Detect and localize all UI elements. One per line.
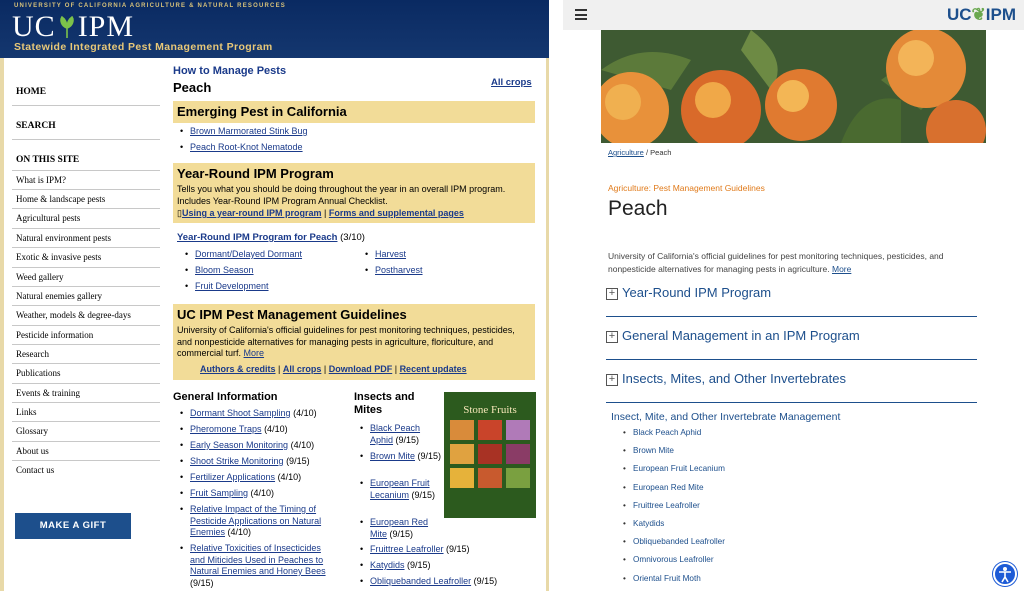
peach-hero-image xyxy=(601,30,986,143)
fruit-grid-image xyxy=(444,416,536,516)
emerging-pest-box xyxy=(173,101,535,123)
list-item[interactable]: • Obliquebanded Leafroller xyxy=(623,537,725,555)
old-sidebar xyxy=(4,58,161,591)
year-round-col2 xyxy=(365,249,423,281)
all-crops-link-2[interactable]: All crops xyxy=(282,363,322,374)
sidebar-item-glossary[interactable]: Glossary xyxy=(12,421,160,440)
list-item[interactable]: • Black Peach Aphid (9/15) xyxy=(360,423,442,451)
emerging-pest-list xyxy=(180,126,308,158)
old-site-header xyxy=(0,0,549,58)
download-pdf-link[interactable]: Download PDF xyxy=(328,363,393,374)
list-item[interactable]: • European Red Mite (9/15) xyxy=(360,517,442,544)
insects-mites-heading: Insects and Mites xyxy=(354,391,415,416)
all-crops-link[interactable]: All crops xyxy=(491,77,532,88)
more-link[interactable]: More xyxy=(831,264,852,274)
guidelines-box: UC IPM Pest Management Guidelines University of California's official guidelines for pest monitoring techniques, pesticides, and nonpesticide alternatives for managing pests in agriculture, floriculture, and commercial turf. More Authors & credits | All crops | Download PDF | Recent updates xyxy=(173,304,535,380)
new-site-panel xyxy=(563,0,1024,591)
year-round-title: Year-Round IPM Program xyxy=(177,166,334,181)
category-label: Agriculture: Pest Management Guidelines xyxy=(608,183,765,193)
nav-search[interactable]: SEARCH xyxy=(16,121,56,131)
general-info-list xyxy=(180,408,335,591)
sidebar-item-contact[interactable]: Contact us xyxy=(12,460,160,479)
forms-link[interactable]: Forms and supplemental pages xyxy=(328,208,464,218)
accessibility-icon[interactable] xyxy=(993,562,1017,586)
list-item[interactable]: • Relative Impact of the Timing of Pesticide Applications on Natural Enemies (4/10) xyxy=(180,504,335,543)
guidelines-title: UC IPM Pest Management Guidelines xyxy=(177,307,407,322)
page-title: Peach xyxy=(173,80,212,95)
list-item[interactable]: • Bloom Season xyxy=(185,265,302,281)
year-round-text: Tells you what you should be doing throughout the year in an overall IPM program. Includes Year-Round IPM Program Annual Checklist. xyxy=(177,184,506,206)
description-new: University of California's official guidelines for pest monitoring techniques, pesticides, and nonpesticide alternatives for managing pests in agriculture. More xyxy=(608,251,944,274)
list-item[interactable]: • Brown Marmorated Stink Bug xyxy=(180,126,308,142)
list-item[interactable]: • Black Peach Aphid xyxy=(623,428,725,446)
breadcrumb-new: Agriculture / Peach xyxy=(608,148,672,157)
list-item[interactable]: • Fruittree Leafroller xyxy=(623,501,725,519)
list-item[interactable]: • Relative Toxicities of Insecticides and Miticides Used in Peaches to Natural Enemies and Honey Bees (9/15) xyxy=(180,543,335,591)
list-item[interactable]: • Peach Root-Knot Nematode xyxy=(180,142,308,158)
list-item[interactable]: • European Fruit Lecanium (9/15) xyxy=(360,478,442,517)
sidebar-item-exotic-invasive[interactable]: Exotic & invasive pests xyxy=(12,247,160,266)
nav-home[interactable]: HOME xyxy=(16,87,47,97)
sidebar-item-about[interactable]: About us xyxy=(12,441,160,460)
program-subtitle: Statewide Integrated Pest Management Program xyxy=(14,41,273,53)
pest-list xyxy=(623,428,725,591)
sidebar-item-home-landscape[interactable]: Home & landscape pests xyxy=(12,189,160,208)
sidebar-item-links[interactable]: Links xyxy=(12,402,160,421)
list-item[interactable]: • Brown Mite xyxy=(623,446,725,464)
breadcrumb-agriculture-link[interactable]: Agriculture xyxy=(608,148,644,157)
insects-mites-list xyxy=(360,423,498,591)
sidebar-item-pesticide-info[interactable]: Pesticide information xyxy=(12,325,160,344)
sidebar-item-publications[interactable]: Publications xyxy=(12,363,160,382)
sidebar-item-natural-enemies[interactable]: Natural enemies gallery xyxy=(12,286,160,305)
new-site-topbar xyxy=(563,0,1024,30)
insect-management-heading: Insect, Mite, and Other Invertebrate Management xyxy=(611,411,841,423)
list-item[interactable]: • Fruittree Leafroller (9/15) xyxy=(360,544,442,560)
nav-on-this-site: ON THIS SITE xyxy=(16,155,80,165)
list-item[interactable]: • Dormant/Delayed Dormant xyxy=(185,249,302,265)
page-title-new: Peach xyxy=(608,197,668,220)
list-item[interactable]: • Brown Mite (9/15) xyxy=(360,451,442,478)
list-item[interactable]: • Harvest xyxy=(365,249,423,265)
list-item[interactable]: • Early Season Monitoring (4/10) xyxy=(180,440,335,456)
sidebar-item-agricultural[interactable]: Agricultural pests xyxy=(12,208,160,227)
list-item[interactable]: • Fruit Development xyxy=(185,281,302,297)
sidebar-item-what-is-ipm[interactable]: What is IPM? xyxy=(12,170,160,189)
list-item[interactable]: • Postharvest xyxy=(365,265,423,281)
accordion-year-round[interactable]: + Year-Round IPM Program xyxy=(606,285,977,317)
guidelines-more-link[interactable]: More xyxy=(243,348,265,358)
sidebar-item-research[interactable]: Research xyxy=(12,344,160,363)
accordion-general-management[interactable]: + General Management in an IPM Program xyxy=(606,328,977,360)
sidebar-item-natural-environment[interactable]: Natural environment pests xyxy=(12,228,160,247)
list-item[interactable]: • Omnivorous Leafroller xyxy=(623,555,725,573)
old-main-content: How to Manage Pests All crops Peach Emerging Pest in California • Brown Marmorated Stink Bug • Peach Root-Knot Nematode Year-Round IPM Program Tells you what you should be doing throughout the year in an overall IPM program. Includes Year-Round IPM Program Annual Checklist. ▯Using a year-round IPM program | Forms and supplemental pages Year-Round IPM Program for Peach (3/10) • Dormant/Delayed Dormant • Bloom Season • Fruit Development • Harvest • Postharvest UC IPM Pest Management Guidelines University of California's official guidelines for pest monitoring techniques, pesticides, and nonpesticide alternatives for managing pests in agriculture, floriculture, and commercial turf. More Authors & credits | All crops | Download PDF | Recent updates General Information • Dormant Shoot Sampling (4/10) • Pheromone Traps (4/10) • Early Season Monitoring (4/10) • Shoot Strike Monitoring (9/15) • Fertilizer Applications (4/10) • Fruit Sampling (4/10) • Relative Impact of the Timing of Pesticide Applications on Natural Enemies (4/10) • Relative Toxicities of Insecticides and Miticides Used in Peaches to Natural Enemies and Honey Bees (9/15) Insects and Mites • Black Peach Aphid (9/15) • Brown Mite (9/15) • European Fruit Lecanium (9/15) • European Red Mite (9/15) • Fruittree Leafroller (9/15) • Katydids (9/15) • Obliquebanded Leafroller (9/15) Stone Fruits xyxy=(161,58,546,591)
plus-icon: + xyxy=(606,374,618,386)
sidebar-item-weather-models[interactable]: Weather, models & degree-days xyxy=(12,305,160,324)
uc-ipm-logo-new[interactable]: UC❦IPM xyxy=(946,5,1016,24)
list-item[interactable]: • Fertilizer Applications (4/10) xyxy=(180,472,335,488)
hamburger-menu-icon[interactable] xyxy=(575,9,587,23)
plus-icon: + xyxy=(606,288,618,300)
leaf-icon: ❦ xyxy=(971,5,986,24)
accordion-insects-mites[interactable]: + Insects, Mites, and Other Invertebrates xyxy=(606,371,977,403)
breadcrumb[interactable]: How to Manage Pests xyxy=(173,65,287,77)
university-line: UNIVERSITY OF CALIFORNIA AGRICULTURE & NATURAL RESOURCES xyxy=(14,3,286,9)
authors-credits-link[interactable]: Authors & credits xyxy=(200,363,276,374)
emerging-pest-title: Emerging Pest in California xyxy=(177,104,347,119)
general-info-heading: General Information xyxy=(173,391,278,403)
uc-ipm-logo[interactable]: UC IPM xyxy=(12,10,135,43)
book-icon: ▯ xyxy=(177,208,182,218)
recent-updates-link[interactable]: Recent updates xyxy=(399,363,467,374)
sidebar-item-weed-gallery[interactable]: Weed gallery xyxy=(12,267,160,286)
year-round-col1 xyxy=(185,249,302,297)
leaf-icon xyxy=(59,16,75,38)
list-item[interactable]: • Katydids xyxy=(623,519,725,537)
list-item[interactable]: • Fruit Sampling (4/10) xyxy=(180,488,335,504)
stone-fruits-book-cover[interactable]: Stone Fruits xyxy=(444,392,536,518)
year-round-link[interactable]: Using a year-round IPM program xyxy=(181,208,322,218)
make-a-gift-button[interactable]: MAKE A GIFT xyxy=(15,513,131,539)
year-round-program-link[interactable]: Year-Round IPM Program for Peach xyxy=(177,232,338,243)
list-item[interactable]: • Oriental Fruit Moth xyxy=(623,574,725,591)
list-item[interactable]: • Pheromone Traps (4/10) xyxy=(180,424,335,440)
list-item[interactable]: • Obliquebanded Leafroller (9/15) xyxy=(360,576,442,591)
list-item[interactable]: • Shoot Strike Monitoring (9/15) xyxy=(180,456,335,472)
list-item[interactable]: • Dormant Shoot Sampling (4/10) xyxy=(180,408,335,424)
guidelines-text: University of California's official guidelines for pest monitoring techniques, pesticides, and nonpesticide alternatives for managing pests in agriculture, floriculture, and commercial turf. xyxy=(177,325,515,358)
list-item[interactable]: • Katydids (9/15) xyxy=(360,560,442,576)
plus-icon: + xyxy=(606,331,618,343)
sidebar-item-events[interactable]: Events & training xyxy=(12,383,160,402)
list-item[interactable]: • European Red Mite xyxy=(623,483,725,501)
year-round-box: Year-Round IPM Program Tells you what you should be doing throughout the year in an overall IPM program. Includes Year-Round IPM Program Annual Checklist. ▯Using a year-round IPM program | Forms and supplemental pages xyxy=(173,163,535,223)
list-item[interactable]: • European Fruit Lecanium xyxy=(623,464,725,482)
breadcrumb-current: Peach xyxy=(650,148,672,157)
